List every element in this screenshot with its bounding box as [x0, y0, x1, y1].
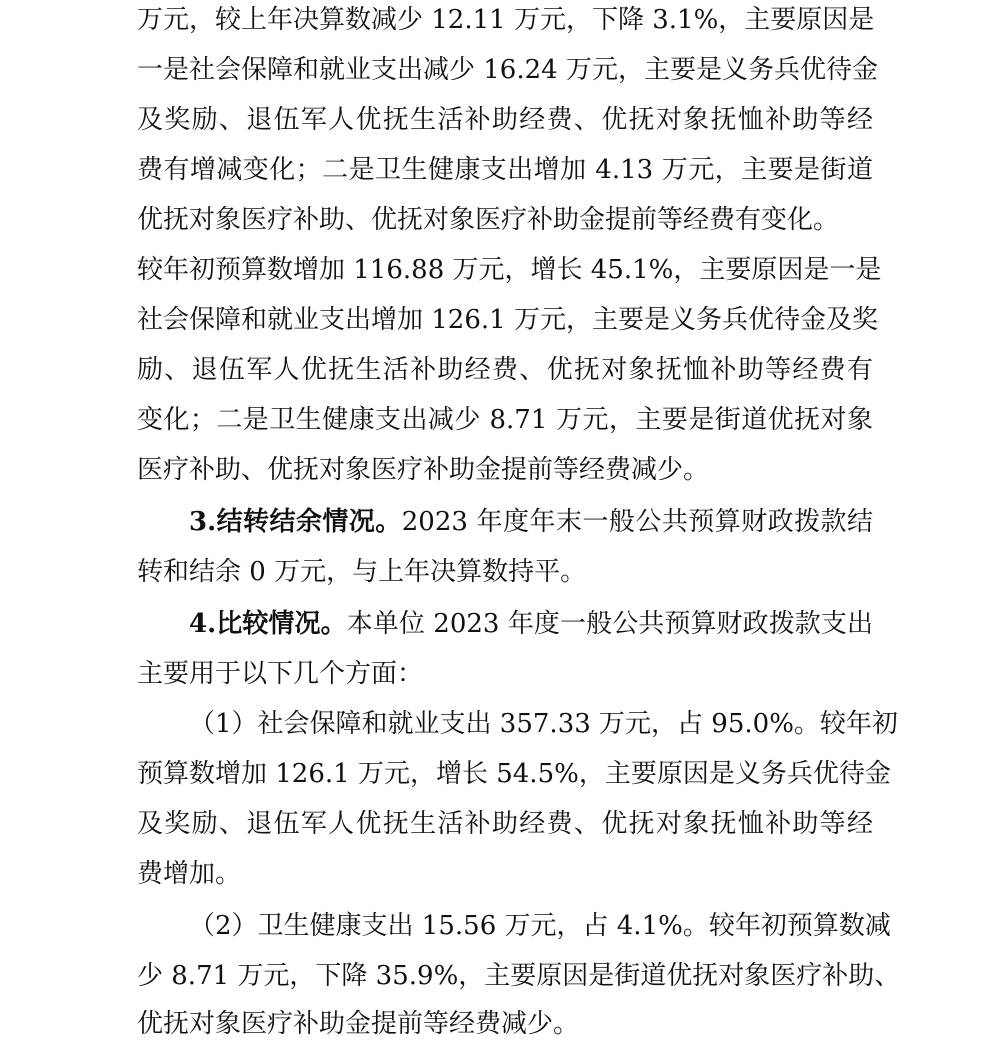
- paragraph-line: 费有增减变化；二是卫生健康支出增加 4.13 万元，主要是街道: [137, 155, 873, 185]
- paragraph-line: 变化；二是卫生健康支出减少 8.71 万元，主要是街道优抚对象: [137, 405, 873, 435]
- paragraph-line: 及奖励、退伍军人优抚生活补助经费、优抚对象抚恤补助等经: [137, 105, 873, 135]
- paragraph-line: 转和结余 0 万元，与上年决算数持平。: [137, 557, 587, 587]
- paragraph-line: 优抚对象医疗补助金提前等经费减少。: [137, 1009, 580, 1039]
- paragraph-line: 优抚对象医疗补助、优抚对象医疗补助金提前等经费有变化。: [137, 205, 840, 235]
- paragraph-line: 及奖励、退伍军人优抚生活补助经费、优抚对象抚恤补助等经: [137, 809, 873, 839]
- paragraph-line: 预算数增加 126.1 万元，增长 54.5%，主要原因是义务兵优待金: [137, 759, 891, 789]
- paragraph-line: 费增加。: [137, 859, 242, 889]
- list-item-line: （2）卫生健康支出 15.56 万元，占 4.1%。较年初预算数减: [189, 911, 891, 941]
- paragraph-text: 本单位 2023 年度一般公共预算财政拨款支出: [346, 609, 873, 639]
- paragraph-line: 社会保障和就业支出增加 126.1 万元，主要是义务兵优待金及奖: [137, 305, 878, 335]
- paragraph-line: 医疗补助、优抚对象医疗补助金提前等经费减少。: [137, 455, 710, 485]
- paragraph-line: 励、退伍军人优抚生活补助经费、优抚对象抚恤补助等经费有: [137, 355, 873, 385]
- paragraph-line: 主要用于以下几个方面：: [137, 659, 424, 689]
- list-item-line: （1）社会保障和就业支出 357.33 万元，占 95.0%。较年初: [189, 709, 898, 739]
- paragraph-line: 较年初预算数增加 116.88 万元，增长 45.1%，主要原因是一是: [137, 255, 882, 285]
- section-3-first-line: [189, 502, 873, 542]
- paragraph-line: 少 8.71 万元，下降 35.9%，主要原因是街道优抚对象医疗补助、: [137, 961, 901, 991]
- section-4-first-line: [189, 604, 873, 644]
- paragraph-line: 一是社会保障和就业支出减少 16.24 万元，主要是义务兵优待金: [137, 55, 878, 85]
- section-heading: 3.结转结余情况。: [189, 507, 402, 537]
- paragraph-line: 万元，较上年决算数减少 12.11 万元，下降 3.1%，主要原因是: [137, 5, 875, 35]
- paragraph-text: 2023 年度年末一般公共预算财政拨款结: [401, 507, 873, 537]
- section-heading: 4.比较情况。: [189, 609, 347, 639]
